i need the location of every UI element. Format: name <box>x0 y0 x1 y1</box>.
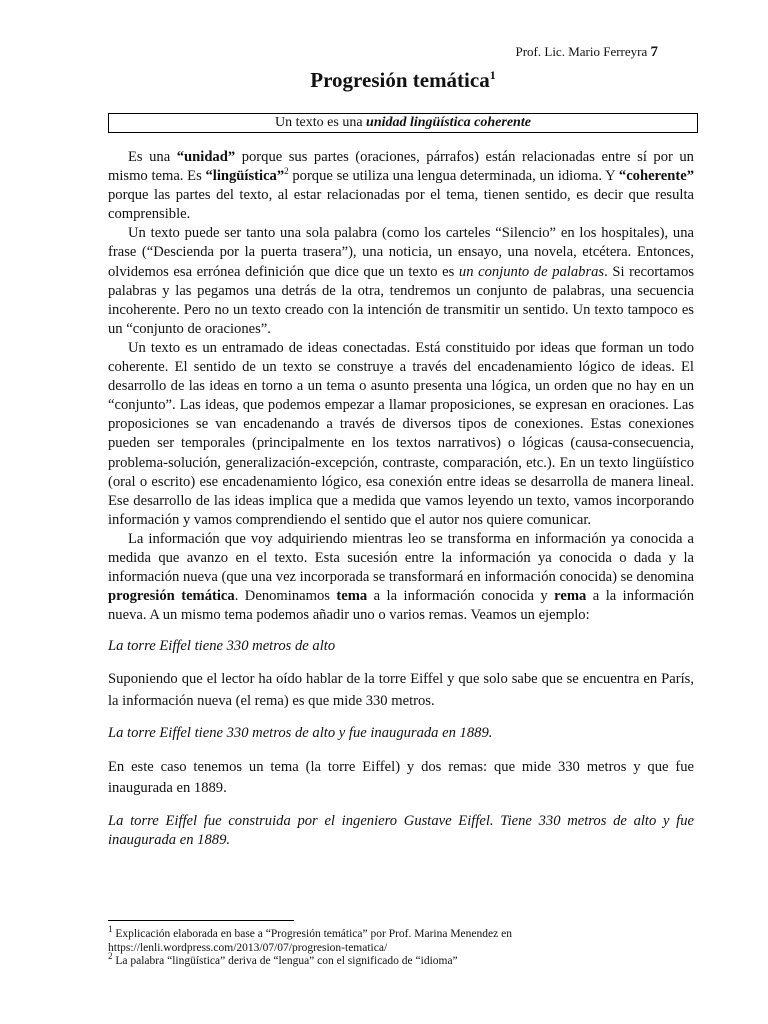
paragraph-3: Un texto es un entramado de ideas conectadas. Está constituido por ideas que forman un todo coherente. El sentido de un texto se construye a través del encadenamiento lógico de ideas. El desarrollo de las ideas en torno a un tema o asunto presenta una lógica, un orden que no hay en un “conjunto”. Las ideas, que podemos empezar a llamar proposiciones, se expresan en oraciones. Las proposiciones se van encadenando a través de diversos tipos de conexiones. Estas conexiones pueden ser temporales (principalmente en los textos narrativos) o lógicas (causa-consecuencia, problema-solución, generalización-excepción, contraste, comparación, etc.). En un texto lingüístico (oral o escrito) ese encadenamiento lógico, esa conexión entre ideas se desarrolla de manera lineal. Ese desarrollo de las ideas implica que a medida que vamos leyendo un texto, vamos incorporando información y vamos comprendiendo el sentido que el autor nos quiere comunicar. <box>108 339 694 528</box>
footnote-2-mark: 2 <box>108 951 113 962</box>
example-explanation-2: En este caso tenemos un tema (la torre Eiffel) y dos remas: que mide 330 metros y que fue inaugurada en 1889. <box>108 758 694 797</box>
paragraph-1-text-4: porque las partes del texto, al estar relacionadas por el tema, tienen sentido, es decir que resulta comprensible. <box>108 187 694 223</box>
footnote-1-mark: 1 <box>108 924 113 935</box>
footnote-1-text: Explicación elaborada en base a “Progresión temática” por Prof. Marina Menendez en https://lenli.wordpress.com/2013/07/07/progresion-tematica/ <box>108 928 512 954</box>
body-text <box>108 148 694 850</box>
title-footnote-mark: 1 <box>489 68 496 82</box>
footnote-2-text: La palabra “lingüística” deriva de “lengua” con el significado de “idioma” <box>112 955 458 967</box>
footnotes <box>108 924 694 969</box>
paragraph-2 <box>108 224 694 339</box>
footnote-divider <box>108 920 294 921</box>
example-sentence-2: La torre Eiffel tiene 330 metros de alto y fue inaugurada en 1889. <box>108 725 493 742</box>
paragraph-1-text-1: Es una <box>128 149 177 165</box>
paragraph-1-text-2: porque sus partes (oraciones, párrafos) están relacionadas entre sí por un mismo tema. Es <box>108 149 694 185</box>
definition-emphasis: unidad lingüística coherente <box>366 115 531 130</box>
paragraph-2-text-1: Un texto puede ser tanto una sola palabra (como los carteles “Silencio” en los hospitales), una frase (“Descienda por la puerta trasera”), una noticia, un ensayo, una novela, etcétera. Entonces, olvidemos esa errónea definición que dice que un texto es <box>108 225 694 280</box>
footnote-ref-2: 2 <box>284 166 289 177</box>
paragraph-4-text-3: a la información conocida y <box>367 588 555 605</box>
term-tema: tema <box>336 588 368 605</box>
paragraph-4-text-1: La información que voy adquiriendo mientras leo se transforma en información ya conocida a medida que avanzo en el texto. Esta sucesión entre la información ya conocida o dada y la información nueva (que una vez incorporada se transformará en información conocida) se denomina <box>108 530 694 586</box>
term-rema: rema <box>554 588 587 605</box>
definition-box <box>108 113 698 133</box>
title-text: Progresión temática <box>310 68 490 92</box>
example-sentence-3: La torre Eiffel fue construida por el ingeniero Gustave Eiffel. Tiene 330 metros de alto y fue inaugurada en 1889. <box>108 812 694 848</box>
footnote-1 <box>108 924 694 955</box>
example-sentence-1: La torre Eiffel tiene 330 metros de alto <box>108 638 336 655</box>
page-number: 7 <box>650 44 658 60</box>
paragraph-1-text-3: porque se utiliza una lengua determinada, un idioma. Y <box>288 168 619 185</box>
example-explanation-1: Suponiendo que el lector ha oído hablar de la torre Eiffel y que solo sabe que se encuentra en París, la información nueva (el rema) es que mide 330 metros. <box>108 671 694 709</box>
paragraph-4 <box>108 530 694 625</box>
footnote-2 <box>108 951 694 969</box>
page-header <box>515 44 658 61</box>
definition-prefix: Un texto es una <box>275 115 367 130</box>
author-name: Prof. Lic. Mario Ferreyra <box>515 44 648 59</box>
paragraph-1 <box>108 148 694 224</box>
term-unidad: “unidad” <box>176 149 236 165</box>
term-linguistica: “lingüística” <box>205 168 285 185</box>
phrase-conjunto-de-palabras: un conjunto de palabras <box>458 263 605 280</box>
term-coherente: “coherente” <box>618 168 694 185</box>
term-progresion-tematica: progresión temática <box>108 588 235 605</box>
paragraph-4-text-2: . Denominamos <box>234 588 337 605</box>
paragraph-2-text-2: . Si recortamos palabras y las pegamos una detrás de la otra, tendremos un conjunto de palabras, una secuencia incoherente. Pero no un texto creado con la intención de transmitir un sentido. Un texto tampoco es un “conjunto de oraciones”. <box>108 263 694 337</box>
paragraph-4-text-4: a la información nueva. A un mismo tema podemos añadir uno o varios remas. Veamos un ejemplo: <box>108 588 695 624</box>
page-title <box>0 68 768 93</box>
